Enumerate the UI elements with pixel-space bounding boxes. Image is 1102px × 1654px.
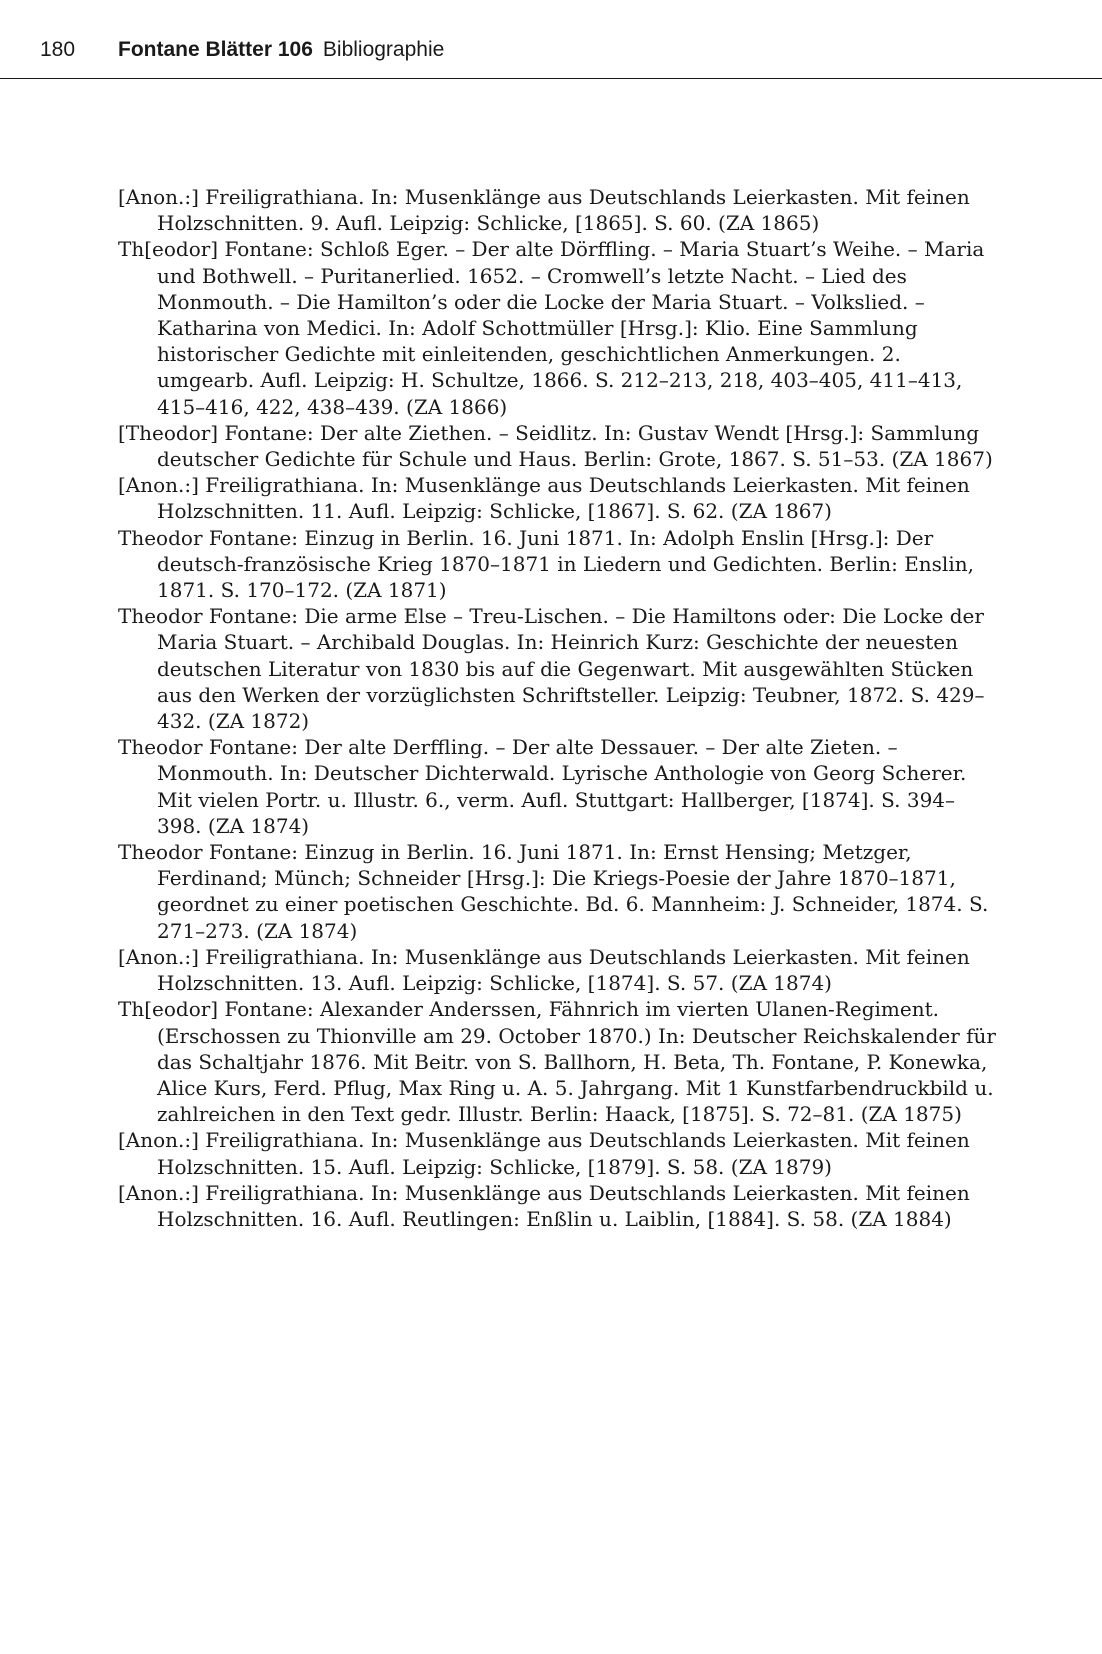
- bibliography-entry: [Theodor] Fontane: Der alte Ziethen. – Seidlitz. In: Gustav Wendt [Hrsg.]: Sammlung deutscher Gedichte für Schule und Haus. Berlin: Grote, 1867. S. 51–53. (ZA 1867): [118, 420, 993, 472]
- bibliography-entry: Th[eodor] Fontane: Schloß Eger. – Der alte Dörffling. – Maria Stuart’s Weihe. – Maria und Bothwell. – Puritanerlied. 1652. – Cromwell’s letzte Nacht. – Lied des Monmouth. – Die Hamilton’s oder die Locke der Maria Stuart. – Volkslied. – Katharina von Medici. In: Adolf Schottmüller [Hrsg.]: Klio. Eine Sammlung historischer Gedichte mit einleitenden, geschichtlichen Anmerkungen. 2. umgearb. Aufl. Leipzig: H. Schultze, 1866. S. 212–213, 218, 403–405, 411–413, 415–416, 422, 438–439. (ZA 1866): [118, 237, 985, 419]
- bibliography-entry: Theodor Fontane: Einzug in Berlin. 16. Juni 1871. In: Adolph Enslin [Hrsg.]: Der deutsch-französische Krieg 1870–1871 in Liedern und Gedichten. Berlin: Enslin, 1871. S. 170–172. (ZA 1871): [118, 525, 974, 603]
- bibliography-entry: [Anon.:] Freiligrathiana. In: Musenklänge aus Deutschlands Leierkasten. Mit feinen Holzschnitten. 11. Aufl. Leipzig: Schlicke, [1867]. S. 62. (ZA 1867): [118, 473, 970, 524]
- bibliography-entry: Th[eodor] Fontane: Alexander Anderssen, Fähnrich im vierten Ulanen-Regiment. (Erschossen zu Thionville am 29. October 1870.) In: Deutscher Reichskalender für das Schaltjahr 1876. Mit Beitr. von S. Ballhorn, H. Beta, Th. Fontane, P. Konewka, Alice Kurs, Ferd. Pflug, Max Ring u. A. 5. Jahrgang. Mit 1 Kunstfarbendruckbild u. zahlreichen in den Text gedr. Illustr. Berlin: Haack, [1875]. S. 72–81. (ZA 1875): [118, 997, 996, 1127]
- bibliography-entry: [Anon.:] Freiligrathiana. In: Musenklänge aus Deutschlands Leierkasten. Mit feinen Holzschnitten. 13. Aufl. Leipzig: Schlicke, [1874]. S. 57. (ZA 1874): [118, 944, 970, 996]
- bibliography-entry: [Anon.:] Freiligrathiana. In: Musenklänge aus Deutschlands Leierkasten. Mit feinen Holzschnitten. 15. Aufl. Leipzig: Schlicke, [1879]. S. 58. (ZA 1879): [118, 1128, 970, 1179]
- bibliography-entry: Theodor Fontane: Einzug in Berlin. 16. Juni 1871. In: Ernst Hensing; Metzger, Ferdinand; Münch; Schneider [Hrsg.]: Die Kriegs-Poesie der Jahre 1870–1871, geordnet zu einer poetischen Geschichte. Bd. 6. Mannheim: J. Schneider, 1874. S. 271–273. (ZA 1874): [118, 840, 989, 943]
- page-number: 180: [40, 38, 76, 61]
- bibliography-entry: Theodor Fontane: Die arme Else – Treu-Lischen. – Die Hamiltons oder: Die Locke der Maria Stuart. – Archibald Douglas. In: Heinrich Kurz: Geschichte der neuesten deutschen Literatur von 1830 bis auf die Gegenwart. Mit ausgewählten Stücken aus den Werken der vorzüglichsten Schriftsteller. Leipzig: Teubner, 1872. S. 429–432. (ZA 1872): [118, 604, 985, 734]
- bibliography-list: [118, 184, 998, 1232]
- bibliography-entry: [Anon.:] Freiligrathiana. In: Musenklänge aus Deutschlands Leierkasten. Mit feinen Holzschnitten. 16. Aufl. Reutlingen: Enßlin u. Laiblin, [1884]. S. 58. (ZA 1884): [118, 1180, 970, 1231]
- bibliography-entry: [Anon.:] Freiligrathiana. In: Musenklänge aus Deutschlands Leierkasten. Mit feinen Holzschnitten. 9. Aufl. Leipzig: Schlicke, [1865]. S. 60. (ZA 1865): [118, 185, 970, 236]
- section-title: Bibliographie: [322, 38, 445, 61]
- journal-title: Fontane Blätter 106: [118, 38, 313, 61]
- bibliography-entry: Theodor Fontane: Der alte Derffling. – Der alte Dessauer. – Der alte Zieten. – Monmouth. In: Deutscher Dichterwald. Lyrische Anthologie von Georg Scherer. Mit vielen Portr. u. Illustr. 6., verm. Aufl. Stuttgart: Hallberger, [1874]. S. 394–398. (ZA 1874): [118, 735, 967, 838]
- running-head: [40, 36, 444, 64]
- header-rule: [0, 78, 1102, 79]
